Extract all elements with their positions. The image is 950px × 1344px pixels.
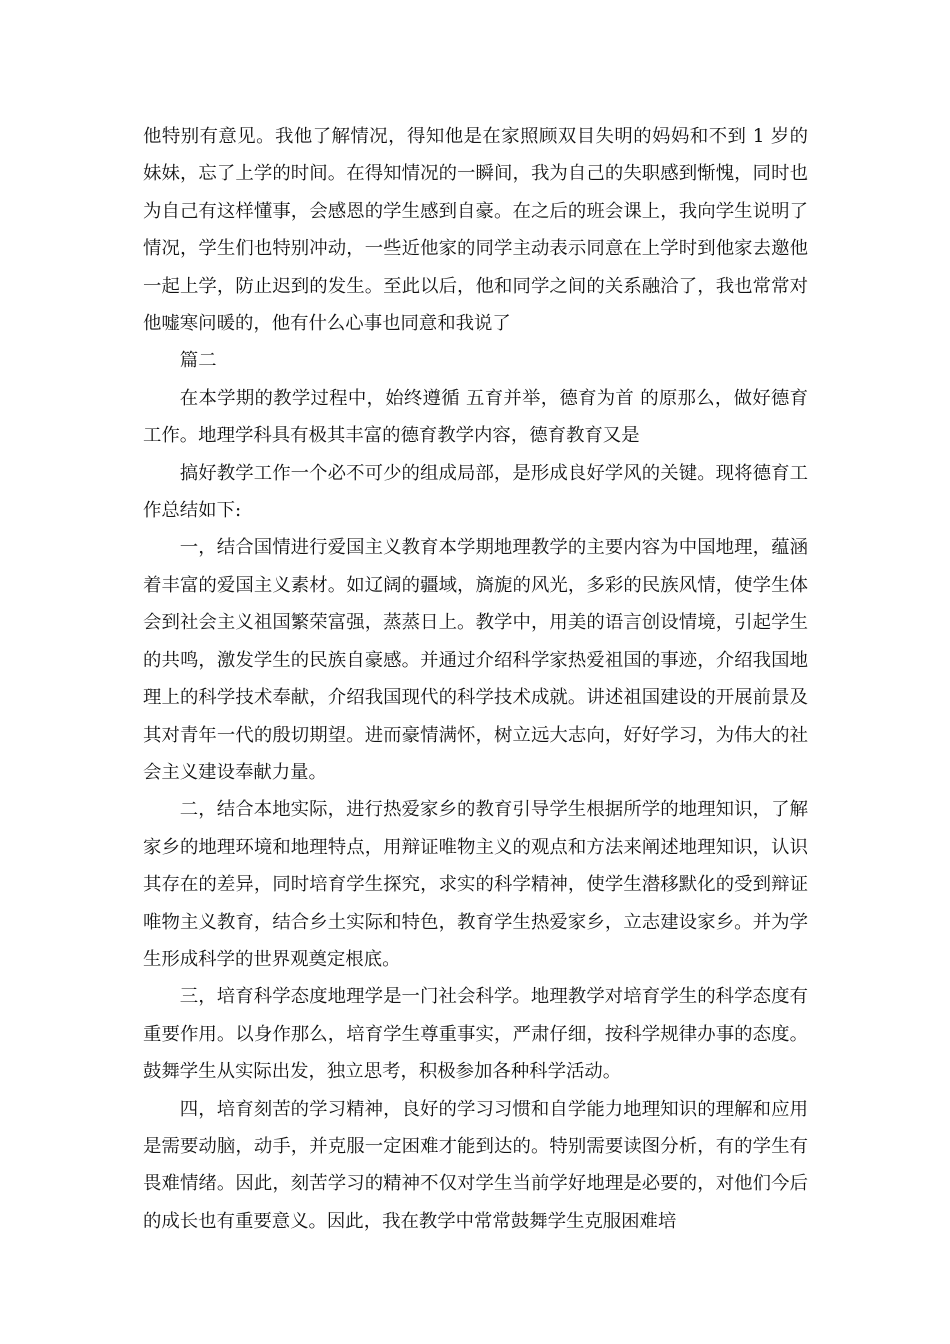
paragraph-point-1: 一，结合国情进行爱国主义教育本学期地理教学的主要内容为中国地理，蕴涵着丰富的爱国主义素材。如辽阔的疆域，旖旎的风光，多彩的民族风情，使学生体会到社会主义祖国繁荣富强，蒸蒸日上。教学中，用美的语言创设情境，引起学生的共鸣，激发学生的民族自豪感。并通过介绍科学家热爱祖国的事迹，介绍我国地理上的科学技术奉献，介绍我国现代的科学技术成就。讲述祖国建设的开展前景及其对青年一代的殷切期望。进而豪情满怀，树立远大志向，好好学习，为伟大的社会主义建设奉献力量。 <box>143 537 808 783</box>
paragraph-opening-1: 在本学期的教学过程中，始终遵循 五育并举，德育为首 的原那么，做好德育工作。地理学科具有极其丰富的德育教学内容，德育教育又是 <box>143 387 808 447</box>
paragraph-opening-2: 搞好教学工作一个必不可少的组成局部，是形成良好学风的关键。现将德育工作总结如下: <box>143 462 808 522</box>
paragraph-point-4: 四，培育刻苦的学习精神，良好的学习习惯和自学能力地理知识的理解和应用是需要动脑，动手，并克服一定困难才能到达的。特别需要读图分析，有的学生有畏难情绪。因此，刻苦学习的精神不仅对学生当前学好地理是必要的，对他们今后的成长也有重要意义。因此，我在教学中常常鼓舞学生克服困难培 <box>143 1098 808 1232</box>
section-heading: 篇二 <box>179 350 217 372</box>
paragraph-intro-story: 他特别有意见。我他了解情况，得知他是在家照顾双目失明的妈妈和不到 1 岁的妹妹，忘了上学的时间。在得知情况的一瞬间，我为自己的失职感到惭愧，同时也为自己有这样懂事，会感恩的学生感到自豪。在之后的班会课上，我向学生说明了情况，学生们也特别冲动，一些近他家的同学主动表示同意在上学时到他家去邀他一起上学，防止迟到的发生。至此以后，他和同学之间的关系融洽了，我也常常对他嘘寒问暖的，他有什么心事也同意和我说了 <box>143 126 808 335</box>
paragraph-point-2: 二，结合本地实际，进行热爱家乡的教育引导学生根据所学的地理知识，了解家乡的地理环境和地理特点，用辩证唯物主义的观点和方法来阐述地理知识，认识其存在的差异，同时培育学生探究，求实的科学精神，使学生潜移默化的受到辩证唯物主义教育，结合乡土实际和特色，教育学生热爱家乡，立志建设家乡。并为学生形成科学的世界观奠定根底。 <box>143 799 808 970</box>
document-page <box>143 118 808 1240</box>
paragraph-point-3: 三，培育科学态度地理学是一门社会科学。地理教学对培育学生的科学态度有重要作用。以身作那么，培育学生尊重事实，严肃仔细，按科学规律办事的态度。鼓舞学生从实际出发，独立思考，积极参加各种科学活动。 <box>143 986 808 1083</box>
